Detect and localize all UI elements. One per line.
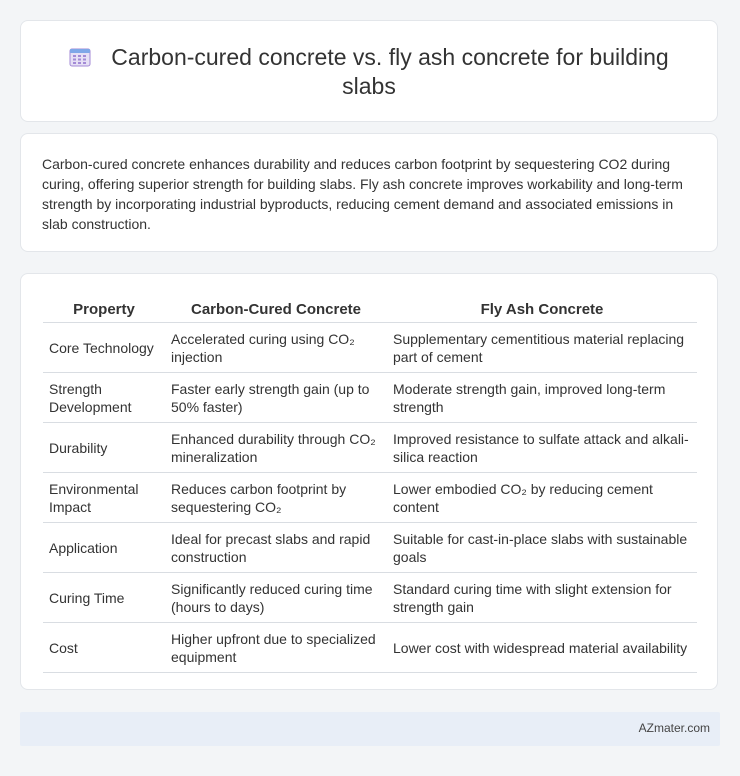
property-cell: Durability bbox=[43, 423, 165, 473]
property-cell: Application bbox=[43, 523, 165, 573]
fly-ash-cell: Improved resistance to sulfate attack and alkali-silica reaction bbox=[387, 423, 697, 473]
table-card bbox=[20, 273, 718, 690]
fly-ash-cell: Lower embodied CO₂ by reducing cement content bbox=[387, 473, 697, 523]
fly-ash-cell: Standard curing time with slight extension for strength gain bbox=[387, 573, 697, 623]
property-cell: Cost bbox=[43, 623, 165, 673]
title-card bbox=[20, 20, 718, 122]
carbon-cured-cell: Ideal for precast slabs and rapid construction bbox=[165, 523, 387, 573]
page-title: Carbon-cured concrete vs. fly ash concrete for building slabs bbox=[111, 44, 669, 99]
header-property: Property bbox=[43, 296, 165, 323]
carbon-cured-cell: Accelerated curing using CO₂ injection bbox=[165, 323, 387, 373]
footer-bar bbox=[20, 712, 720, 746]
page-title-wrap bbox=[51, 43, 687, 101]
summary-card bbox=[20, 133, 718, 252]
fly-ash-cell: Lower cost with widespread material availability bbox=[387, 623, 697, 673]
header-carbon-cured: Carbon-Cured Concrete bbox=[165, 296, 387, 323]
carbon-cured-cell: Higher upfront due to specialized equipment bbox=[165, 623, 387, 673]
carbon-cured-cell: Faster early strength gain (up to 50% faster) bbox=[165, 373, 387, 423]
table-row bbox=[43, 573, 697, 623]
table-row bbox=[43, 423, 697, 473]
property-cell: Core Technology bbox=[43, 323, 165, 373]
footer-site: AZmater.com bbox=[638, 721, 710, 735]
carbon-cured-cell: Reduces carbon footprint by sequestering CO₂ bbox=[165, 473, 387, 523]
property-cell: Environmental Impact bbox=[43, 473, 165, 523]
calendar-icon bbox=[69, 47, 91, 67]
table-row bbox=[43, 623, 697, 673]
fly-ash-cell: Moderate strength gain, improved long-term strength bbox=[387, 373, 697, 423]
property-cell: Strength Development bbox=[43, 373, 165, 423]
table-row bbox=[43, 523, 697, 573]
fly-ash-cell: Supplementary cementitious material replacing part of cement bbox=[387, 323, 697, 373]
table-row bbox=[43, 373, 697, 423]
comparison-table bbox=[43, 296, 697, 673]
summary-text: Carbon-cured concrete enhances durability and reduces carbon footprint by sequestering CO2 during curing, offering superior strength for building slabs. Fly ash concrete improves workability and long-term strength by incorporating industrial byproducts, reducing cement demand and associated emissions in slab construction. bbox=[42, 156, 683, 232]
fly-ash-cell: Suitable for cast-in-place slabs with sustainable goals bbox=[387, 523, 697, 573]
property-cell: Curing Time bbox=[43, 573, 165, 623]
header-fly-ash: Fly Ash Concrete bbox=[387, 296, 697, 323]
carbon-cured-cell: Enhanced durability through CO₂ mineralization bbox=[165, 423, 387, 473]
carbon-cured-cell: Significantly reduced curing time (hours to days) bbox=[165, 573, 387, 623]
table-row bbox=[43, 323, 697, 373]
table-row bbox=[43, 473, 697, 523]
table-header-row bbox=[43, 296, 697, 323]
